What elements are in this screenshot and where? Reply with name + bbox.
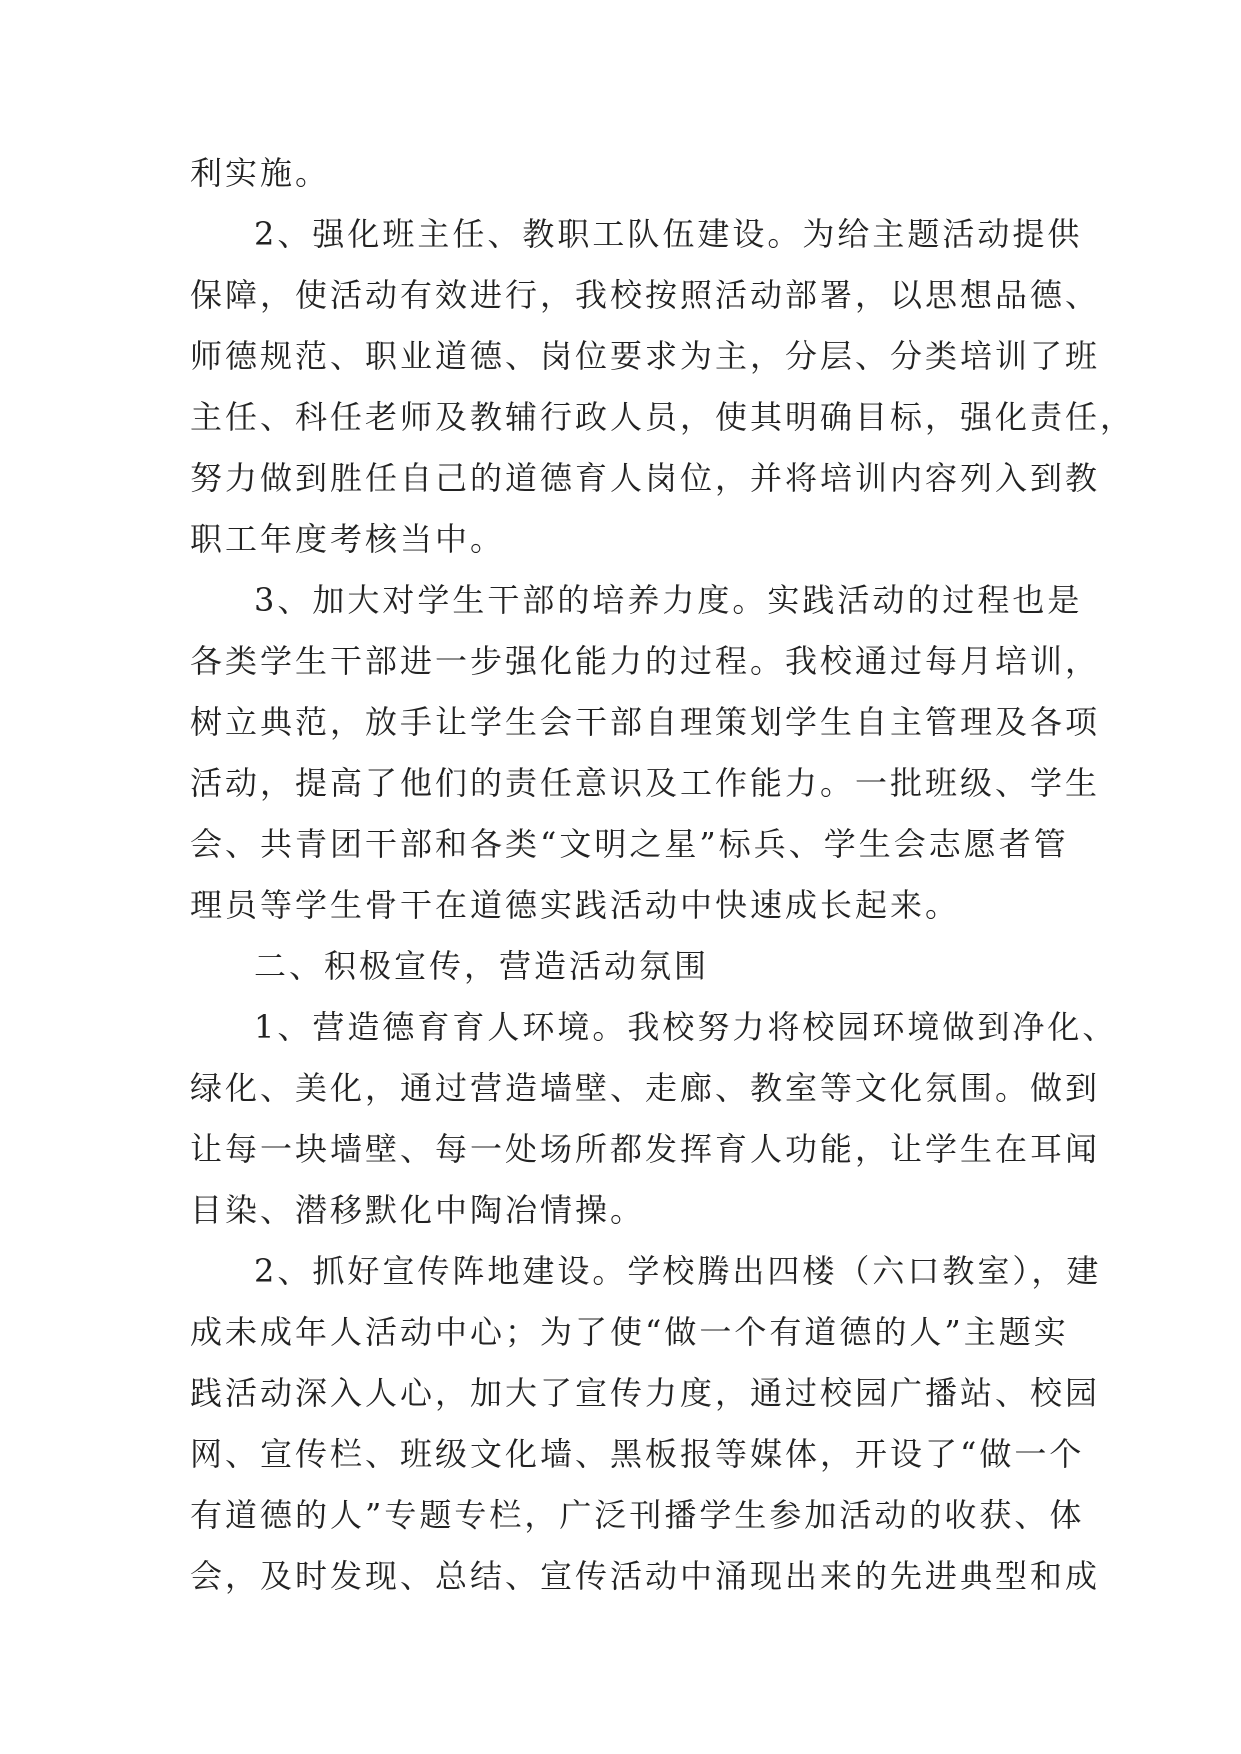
paragraph-start-line: 2、抓好宣传阵地建设。学校腾出四楼（六口教室），建 [254, 1252, 1102, 1290]
paragraph-start-line: 3、加大对学生干部的培养力度。实践活动的过程也是 [254, 581, 1083, 619]
section-heading: 二、积极宣传，营造活动氛围 [254, 947, 710, 985]
text-line: 网、宣传栏、班级文化墙、黑板报等媒体，开设了“做一个 [190, 1435, 1085, 1473]
text-line: 践活动深入人心，加大了宣传力度，通过校园广播站、校园 [190, 1374, 1101, 1412]
text-line: 有道德的人”专题专栏，广泛刊播学生参加活动的收获、体 [190, 1496, 1085, 1534]
text-line: 会、共青团干部和各类“文明之星”标兵、学生会志愿者管 [190, 825, 1069, 863]
paragraph-start-line: 2、强化班主任、教职工队伍建设。为给主题活动提供 [254, 215, 1083, 253]
text-line: 成未成年人活动中心；为了使“做一个有道德的人”主题实 [190, 1313, 1069, 1351]
text-line: 目染、潜移默化中陶冶情操。 [190, 1191, 646, 1229]
text-line: 活动，提高了他们的责任意识及工作能力。一批班级、学生 [190, 764, 1101, 802]
text-line: 树立典范，放手让学生会干部自理策划学生自主管理及各项 [190, 703, 1101, 741]
text-line: 职工年度考核当中。 [190, 520, 506, 558]
text-line: 利实施。 [190, 154, 331, 192]
text-line: 各类学生干部进一步强化能力的过程。我校通过每月培训， [190, 642, 1101, 680]
text-line: 主任、科任老师及教辅行政人员，使其明确目标，强化责任， [190, 398, 1136, 436]
document-body [190, 143, 1136, 1607]
text-line: 会，及时发现、总结、宣传活动中涌现出来的先进典型和成 [190, 1557, 1101, 1595]
text-line: 理员等学生骨干在道德实践活动中快速成长起来。 [190, 886, 961, 924]
text-line: 保障，使活动有效进行，我校按照活动部署，以思想品德、 [190, 276, 1101, 314]
text-line: 让每一块墙壁、每一处场所都发挥育人功能，让学生在耳闻 [190, 1130, 1101, 1168]
paragraph-start-line: 1、营造德育育人环境。我校努力将校园环境做到净化、 [254, 1008, 1118, 1046]
text-line: 师德规范、职业道德、岗位要求为主，分层、分类培训了班 [190, 337, 1101, 375]
text-line: 绿化、美化，通过营造墙壁、走廊、教室等文化氛围。做到 [190, 1069, 1101, 1107]
text-line: 努力做到胜任自己的道德育人岗位，并将培训内容列入到教 [190, 459, 1101, 497]
